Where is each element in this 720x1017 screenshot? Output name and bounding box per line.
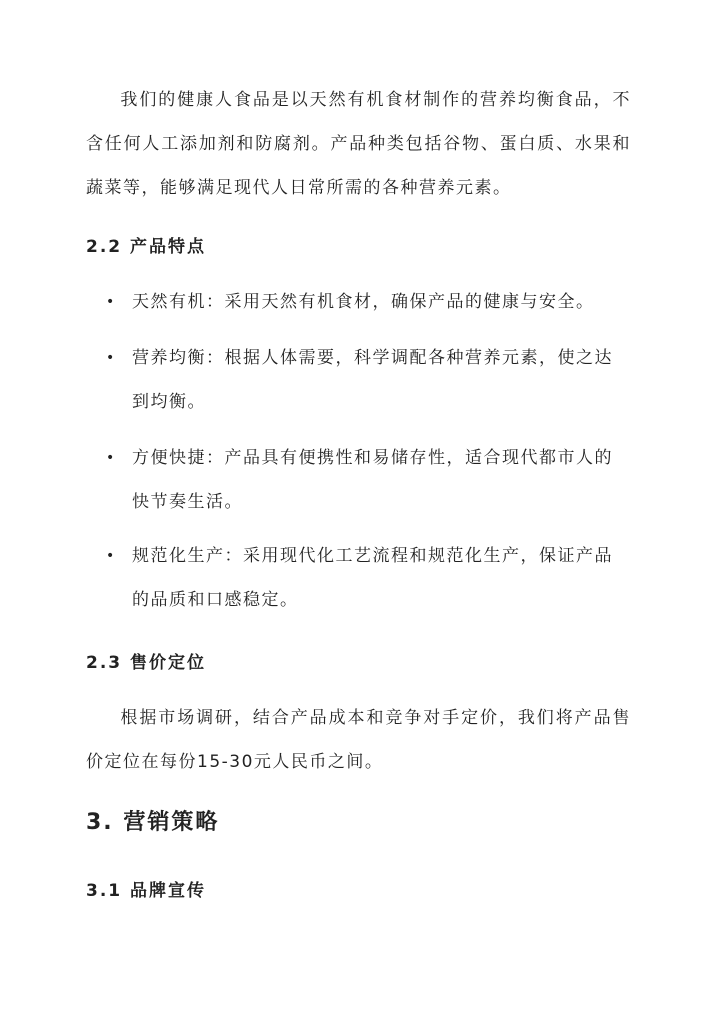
feature-text: 方便快捷：产品具有便携性和易储存性，适合现代都市人的快节奏生活。 [132, 448, 613, 512]
bullet-icon: • [106, 548, 115, 564]
bullet-icon: • [106, 294, 115, 310]
feature-item [106, 534, 616, 622]
intro-paragraph [86, 78, 631, 210]
intro-text: 我们的健康人食品是以天然有机食材制作的营养均衡食品，不含任何人工添加剂和防腐剂。产品种类包括谷物、蛋白质、水果和蔬菜等，能够满足现代人日常所需的各种营养元素。 [86, 90, 631, 198]
section-heading-2-3: 2.3 售价定位 [86, 653, 207, 673]
feature-item [106, 336, 616, 424]
feature-text: 天然有机：采用天然有机食材，确保产品的健康与安全。 [132, 292, 595, 312]
bullet-icon: • [106, 350, 115, 366]
section-heading-2-2: 2.2 产品特点 [86, 237, 207, 257]
pricing-text: 根据市场调研，结合产品成本和竞争对手定价，我们将产品售价定位在每份15-30元人民币之间。 [86, 708, 631, 772]
bullet-icon: • [106, 450, 115, 466]
feature-item [106, 436, 616, 524]
section-heading-3: 3. 营销策略 [86, 810, 220, 835]
feature-text: 规范化生产：采用现代化工艺流程和规范化生产，保证产品的品质和口感稳定。 [132, 546, 613, 610]
pricing-paragraph [86, 696, 631, 784]
feature-text: 营养均衡：根据人体需要，科学调配各种营养元素，使之达到均衡。 [132, 348, 613, 412]
section-heading-3-1: 3.1 品牌宣传 [86, 881, 207, 901]
feature-item [106, 280, 616, 324]
